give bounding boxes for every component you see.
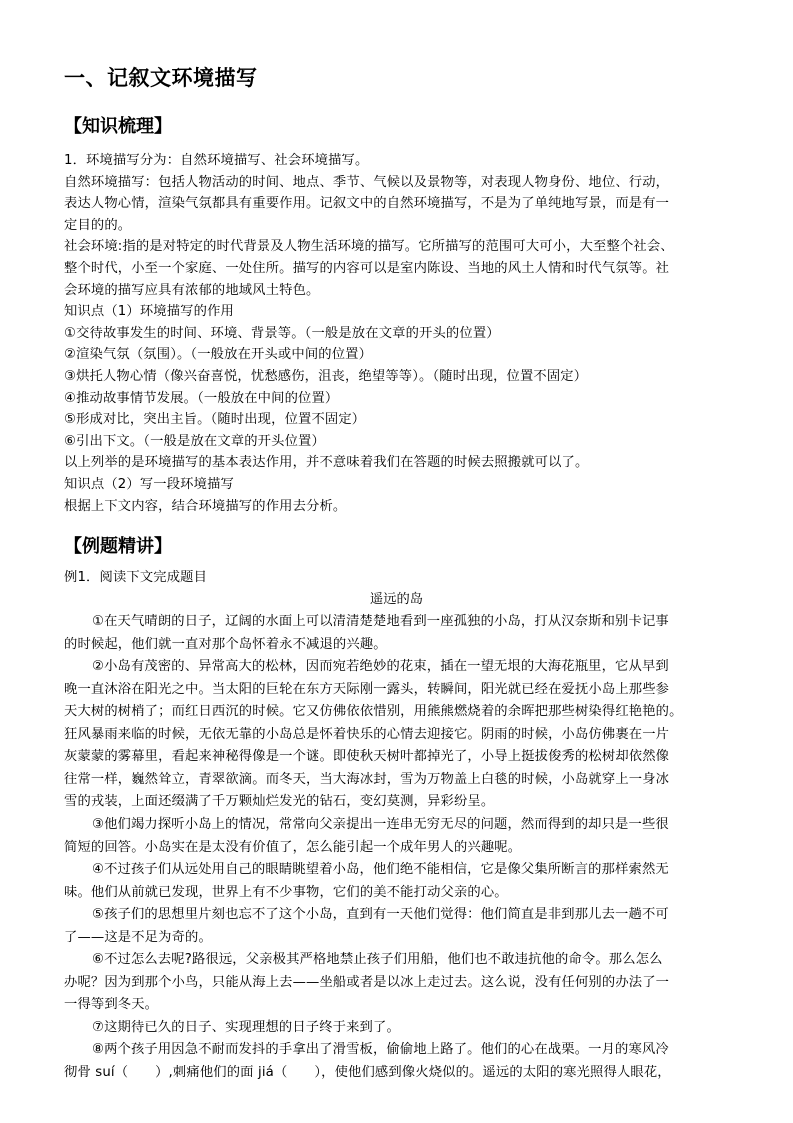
story-line: 味。他们从前就已发现，世界上有不少事物，它们的美不能打动父亲的心。 [64,884,508,900]
story-line: 一得等到冬天。 [64,997,159,1013]
page-title: 一、记叙文环境描写 [64,66,258,90]
knowledge-line: ⑤形成对比，突出主旨。（随时出现，位置不固定） [64,412,366,428]
story-title: 遥远的岛 [369,592,424,607]
knowledge-line: 整个时代，小至一个家庭、一处住所。描写的内容可以是室内陈设、当地的风土人情和时代气氛等。社 [64,261,670,276]
knowledge-line: ②渲染气氛（氛围）。（一般放在开头或中间的位置） [64,347,373,363]
knowledge-line: 社会环境:指的是对特定的时代背景及人物生活环境的描写。它所描写的范围可大可小，大至整个社会、 [64,239,674,255]
knowledge-line: 表达人物心情，渲染气氛都具有重要作用。记叙文中的自然环境描写，不是为了单纯地写景，而是有一 [64,196,670,212]
knowledge-line: 知识点（2）写一段环境描写 [64,477,234,492]
story-line: 往常一样，巍然耸立，青翠欲滴。而冬天，当大海冰封，雪为万物盖上白毯的时候，小岛就穿上一身冰 [64,771,670,787]
story-line: ⑦这期待已久的日子、实现理想的日子终于来到了。 [92,1019,400,1035]
knowledge-line: 1．环境描写分为：自然环境描写、社会环境描写。 [64,153,369,168]
story-line: 彻骨 suí（ ）,刺痛他们的面 jiá（ ），使他们感到像火烧似的。遥远的太阳的寒光照得人眼花， [64,1065,671,1080]
knowledge-line: 根据上下文内容，结合环境描写的作用去分析。 [64,498,347,514]
knowledge-line: 会环境的描写应具有浓郁的地域风土特色。 [64,282,320,298]
knowledge-line: ⑥引出下文。（一般是放在文章的开头位置） [64,433,325,449]
knowledge-line: ③烘托人物心情（像兴奋喜悦，忧愁感伤，沮丧，绝望等等）。（随时出现，位置不固定） [64,369,588,384]
story-line: 简短的回答。小岛实在是太没有价值了，怎么能引起一个成年男人的兴趣呢。 [64,839,522,855]
example-intro: 例1．阅读下文完成题目 [64,570,208,585]
story-line: ⑥不过怎么去呢?路很远，父亲极其严格地禁止孩子们用船，他们也不敢违抗他的命令。那么怎么 [92,952,663,968]
story-line: ②小岛有茂密的、异常高大的松林，因而宛若绝妙的花束，插在一望无垠的大海花瓶里，它从早到 [92,659,669,675]
knowledge-line: 自然环境描写：包括人物活动的时间、地点、季节、气候以及景物等，对表现人物身份、地位、行动， [64,174,670,190]
knowledge-line: 定目的的。 [64,217,132,233]
story-line: 晚一直沐浴在阳光之中。当太阳的巨轮在东方天际刚一露头，转瞬间，阳光就已经在爱抚小岛上那些参 [64,681,670,697]
story-line: ④不过孩子们从远处用自己的眼睛眺望着小岛，他们绝不能相信，它是像父集所断言的那样索然无 [92,862,669,878]
section-heading-examples: 【例题精讲】 [64,536,172,557]
section-heading-knowledge: 【知识梳理】 [64,116,172,137]
story-line: 了——这是不足为奇的。 [64,929,212,945]
knowledge-line: 知识点（1）环境描写的作用 [64,304,234,320]
story-line: ⑧两个孩子用因急不耐而发抖的手拿出了滑雪板，偷偷地上路了。他们的心在战栗。一月的寒风冷 [92,1042,669,1058]
story-line: 的时候起，他们就一直对那个岛怀着永不减退的兴趣。 [64,636,387,652]
knowledge-line: ①交待故事发生的时间、环境、背景等。（一般是放在文章的开头的位置） [64,325,500,341]
story-line: ⑤孩子们的思想里片刻也忘不了这个小岛，直到有一天他们觉得：他们简直是非到那儿去一趟不可 [92,907,669,923]
story-line: ③他们竭力探听小岛上的情况，常常向父亲提出一连串无穷无尽的问题，然而得到的却只是一些很 [92,816,669,832]
story-line: 狂风暴雨来临的时候，无依无靠的小岛总是怀着快乐的心情去迎接它。阴雨的时候，小岛仿佛裹在一片 [64,726,670,742]
story-line: 办呢？因为到那个小鸟，只能从海上去——坐船或者是以冰上走过去。这么说，没有任何别的办法了一 [64,974,670,990]
story-line: ①在天气晴朗的日子，辽阔的水面上可以清清楚楚地看到一座孤独的小岛，打从汉奈斯和别卡记事 [92,614,669,629]
story-line: 雪的戎装，上面还缀满了千万颗灿烂发光的钻石，变幻莫测，异彩纷呈。 [64,794,495,810]
story-line: 灰蒙蒙的雾幕里，看起来神秘得像是一个谜。即使秋天树叶都掉光了，小导上挺拔俊秀的松树却依然像 [64,749,670,765]
knowledge-line: ④推动故事情节发展。（一般放在中间的位置） [64,390,339,406]
story-line: 天大树的树梢了；而红日西沉的时候。它又仿佛依依惜别，用熊熊燃烧着的余晖把那些树染得红艳艳的。 [64,704,683,720]
knowledge-line: 以上列举的是环境描写的基本表达作用，并不意味着我们在答题的时候去照搬就可以了。 [64,455,589,471]
